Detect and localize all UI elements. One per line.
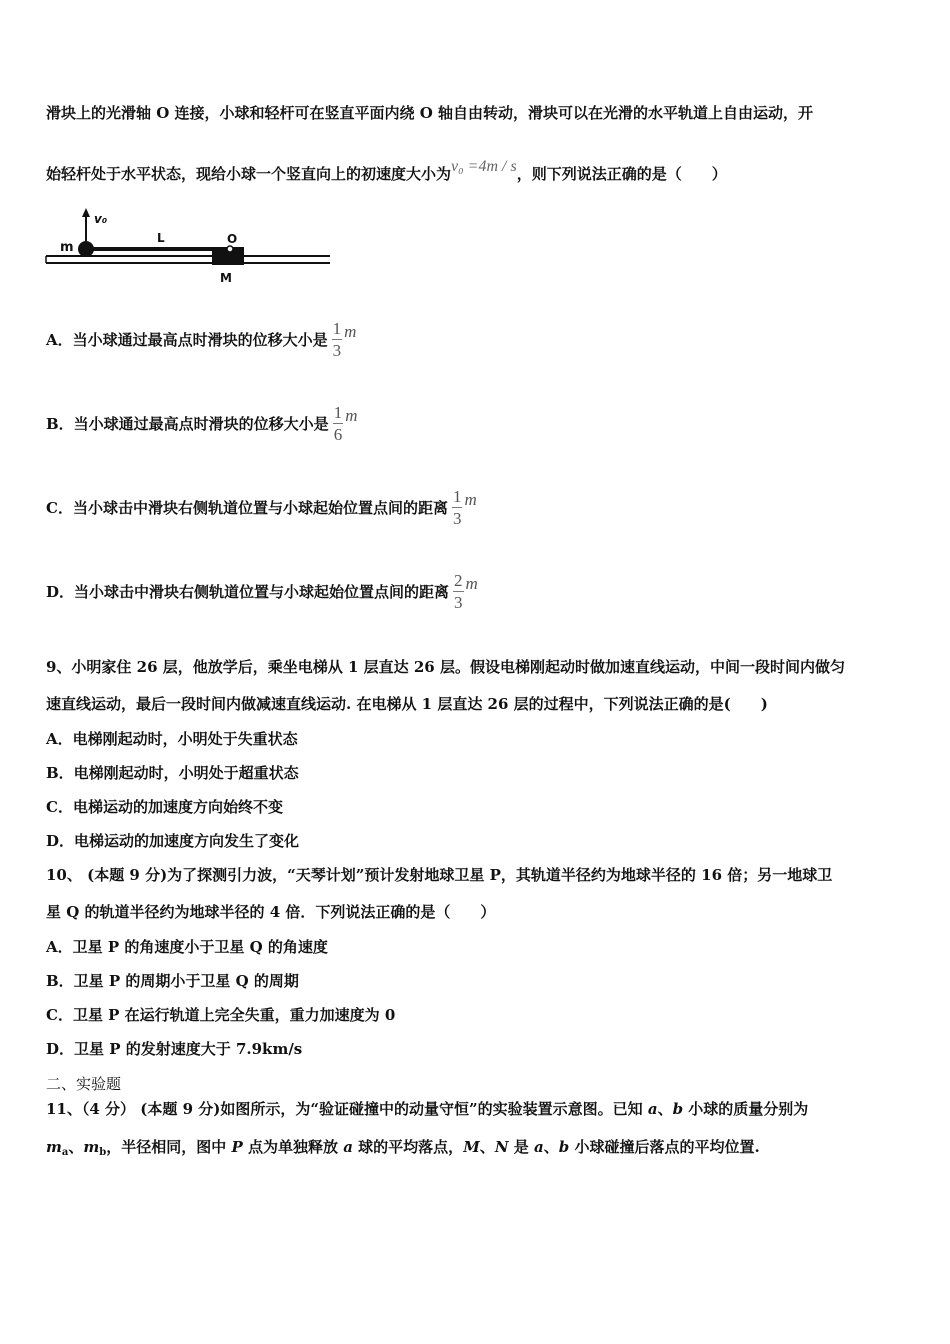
q8-option-b[interactable]: B．当小球通过最高点时滑块的位移大小是 $\frac{1}{6}$ m: [46, 403, 358, 444]
label-v0: v₀: [94, 212, 108, 226]
q9-stem-line2: 速直线运动，最后一段时间内做减速直线运动. 在电梯从 1 层直达 26 层的过程中，下列说法正确的是( ): [46, 695, 768, 713]
label-m: m: [60, 240, 74, 255]
q8-stem-line1: 滑块上的光滑轴 O 连接，小球和轻杆可在竖直平面内绕 O 轴自由转动，滑块可以在光滑的水平轨道上自由运动，开: [46, 104, 814, 122]
fraction: $\frac{1}{6}$: [333, 403, 343, 444]
q9-stem-line1: 9、小明家住 26 层，他放学后，乘坐电梯从 1 层直达 26 层。假设电梯刚起动时做加速直线运动，中间一段时间内做匀: [46, 658, 845, 676]
rod-slider-diagram: [44, 205, 334, 287]
label-big-m: M: [220, 271, 232, 285]
q10-option-b[interactable]: B．卫星 P 的周期小于卫星 Q 的周期: [46, 972, 299, 990]
arrow-head-icon: [82, 208, 90, 217]
q11-stem-line2: $m_a$、$m_b$，半径相同，图中 P 点为单独释放 a 球的平均落点，M、N 是 a、b 小球碰撞后落点的平均位置.: [46, 1138, 760, 1158]
axis-o: [227, 246, 233, 252]
q9-option-b[interactable]: B．电梯刚起动时，小明处于超重状态: [46, 764, 299, 782]
q9-option-a[interactable]: A．电梯刚起动时，小明处于失重状态: [46, 730, 298, 748]
q8-option-d[interactable]: D．当小球击中滑块右侧轨道位置与小球起始位置点间的距离 $\frac{2}{3}$ m: [46, 571, 478, 612]
q11-stem-line1: 11、（4 分） (本题 9 分)如图所示，为“验证碰撞中的动量守恒”的实验装置示意图。已知 a、b 小球的质量分别为: [46, 1100, 809, 1118]
label-l: L: [157, 231, 165, 245]
q8-stem-text: 始轻杆处于水平状态，现给小球一个竖直向上的初速度大小为: [46, 165, 452, 183]
q8-stem-tail: ，则下列说法正确的是（ ）: [516, 165, 727, 183]
q10-stem-line2: 星 Q 的轨道半径约为地球半径的 4 倍．下列说法正确的是（ ）: [46, 903, 496, 921]
q8-option-a[interactable]: A．当小球通过最高点时滑块的位移大小是 $\frac{1}{3}$ m: [46, 319, 357, 360]
q10-option-c[interactable]: C．卫星 P 在运行轨道上完全失重，重力加速度为 0: [46, 1006, 396, 1024]
q8-option-c[interactable]: C．当小球击中滑块右侧轨道位置与小球起始位置点间的距离 $\frac{1}{3}$ m: [46, 487, 477, 528]
q10-option-d[interactable]: D．卫星 P 的发射速度大于 7.9km/s: [46, 1040, 303, 1058]
q9-option-d[interactable]: D．电梯运动的加速度方向发生了变化: [46, 832, 300, 850]
q8-stem-line2: [46, 158, 727, 184]
initial-velocity-formula: v₀ =4m / s: [451, 158, 517, 175]
ball: [78, 241, 94, 257]
fraction: $\frac{1}{3}$: [332, 319, 342, 360]
section-heading: 二、实验题: [46, 1075, 122, 1093]
q10-option-a[interactable]: A．卫星 P 的角速度小于卫星 Q 的角速度: [46, 938, 328, 956]
label-o: O: [227, 232, 238, 246]
q9-option-c[interactable]: C．电梯运动的加速度方向始终不变: [46, 798, 283, 816]
fraction: $\frac{2}{3}$: [454, 571, 463, 612]
q10-stem-line1: 10、 (本题 9 分)为了探测引力波，“天琴计划”预计发射地球卫星 P，其轨道半径约为地球半径的 16 倍；另一地球卫: [46, 866, 833, 884]
fraction: $\frac{1}{3}$: [452, 487, 462, 528]
